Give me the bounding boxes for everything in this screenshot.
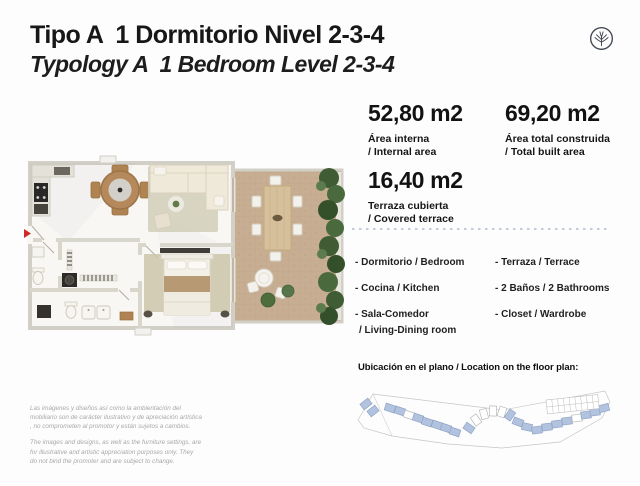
- location-heading: Ubicación en el plano / Location on the floor plan:: [358, 362, 579, 373]
- area-value: 52,80 m2: [368, 100, 463, 126]
- room-list-right: [495, 256, 635, 334]
- vanity-sink: [82, 306, 95, 319]
- bathroom-sink: [32, 247, 44, 257]
- room-item: - Cocina / Kitchen: [355, 283, 440, 294]
- room-item: - Terraza / Terrace: [495, 257, 580, 268]
- room-item-continuation: / Living-Dining room: [359, 325, 457, 336]
- area-label-es: Área interna: [368, 133, 430, 145]
- area-value: 69,20 m2: [505, 100, 600, 126]
- bedside-stool: [221, 311, 230, 318]
- room-list-left: [355, 256, 495, 334]
- vanity-sink: [97, 306, 110, 319]
- area-label-en: / Covered terrace: [368, 213, 454, 225]
- tv-console: [160, 248, 210, 253]
- area-label-en: / Internal area: [368, 146, 437, 158]
- bench: [120, 312, 133, 320]
- living-room: [148, 165, 228, 232]
- cooktop: [34, 183, 48, 202]
- kitchen-sink: [54, 167, 70, 175]
- site-units-chain-a: [384, 403, 461, 437]
- toilet: [66, 306, 76, 319]
- area-label-es: Terraza cubierta: [368, 200, 449, 212]
- floor-plan-rendering: [24, 150, 346, 346]
- bedside-stool: [144, 311, 153, 318]
- toilet: [33, 272, 43, 285]
- room-item: - Sala-Comedor: [355, 309, 429, 320]
- bed: [161, 254, 213, 315]
- area-label-en: / Total built area: [505, 146, 585, 158]
- room-item: - Closet / Wardrobe: [495, 309, 587, 320]
- disclaimer: [30, 404, 202, 473]
- disclaimer-es: Las imágenes y diseños así como la ambientación del mobiliario son de carácter ilustrativo y de apreciación artística , no comprometen al promotor y están sujetos a cambios.: [30, 405, 202, 431]
- wall-step: [135, 328, 151, 335]
- area-covered-terrace: [368, 167, 508, 226]
- area-label: [368, 200, 508, 226]
- area-label: [368, 133, 508, 159]
- shower-mat: [37, 305, 51, 318]
- area-value: 16,40 m2: [368, 167, 463, 193]
- dashed-divider: [352, 228, 608, 230]
- site-plan-map: [352, 380, 638, 480]
- armchair: [154, 212, 172, 229]
- room-item: - Dormitorio / Bedroom: [355, 257, 465, 268]
- area-label: [505, 133, 640, 159]
- tree-branches-icon: [589, 26, 614, 51]
- area-total-built: [505, 100, 640, 159]
- room-item: - 2 Baños / 2 Bathrooms: [495, 283, 610, 294]
- coffee-table: [168, 196, 185, 213]
- kitchen-cabinet: [34, 204, 48, 214]
- disclaimer-en: The images and designs, as well as the furniture settings, are for illustrative and artistic appreciation purposes only. They do not bind the promoter and are subject to change.: [30, 439, 202, 465]
- page-title: Tipo A 1 Dormitorio Nivel 2-3-4: [30, 21, 384, 49]
- area-internal: [368, 100, 508, 159]
- area-label-es: Área total construida: [505, 133, 611, 145]
- site-units-arc: [463, 406, 533, 434]
- page-subtitle: Typology A 1 Bedroom Level 2-3-4: [30, 51, 395, 77]
- wall-step: [100, 156, 116, 163]
